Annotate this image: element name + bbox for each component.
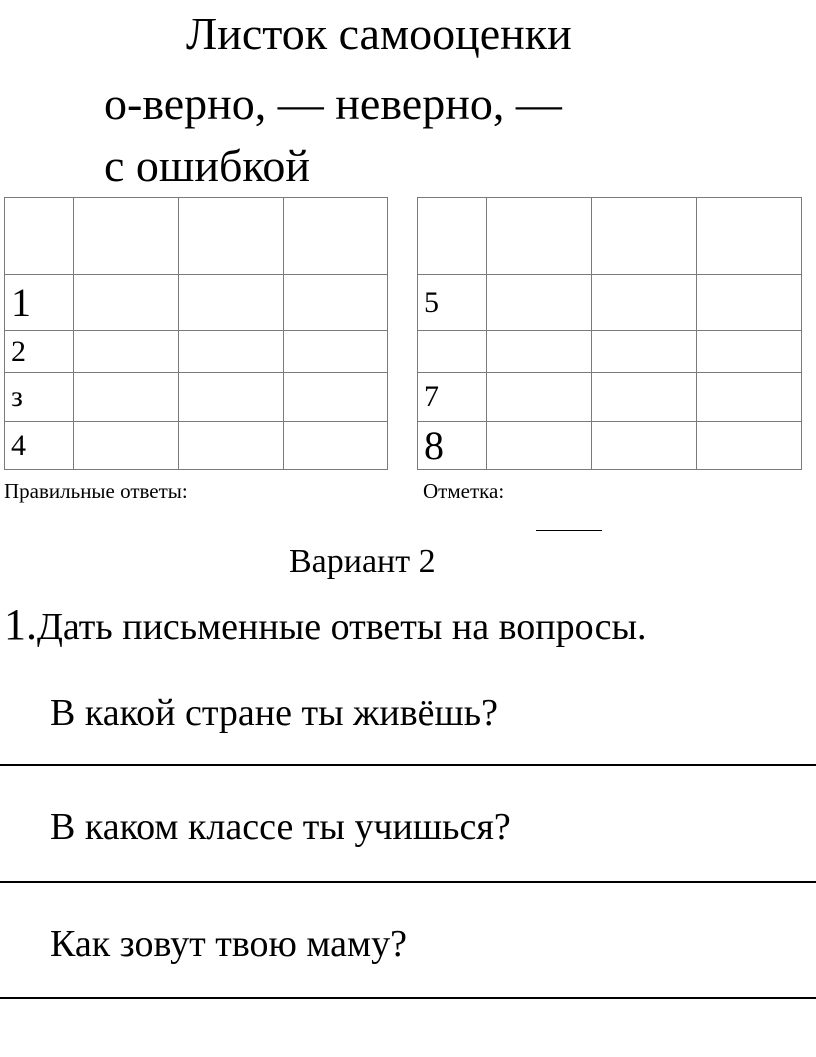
correct-answers-label: Правильные ответы: [4,479,188,503]
grid-cell [592,373,697,422]
grid-cell [284,275,388,331]
question-3: Как зовут твою маму? [50,923,407,965]
legend-line-2: с ошибкой [104,140,310,191]
grid-cell [179,422,284,470]
grid-cell [592,422,697,470]
grid-cell [179,373,284,422]
grid-cell [697,331,802,373]
self-assessment-grid-left [4,197,388,470]
row-number-cell: 8 [418,422,487,470]
grid-cell [487,422,592,470]
row-number-cell: 4 [5,422,74,470]
question-1: В какой стране ты живёшь? [50,692,498,734]
grid-cell [74,373,179,422]
row-number-cell: з [5,373,74,422]
task-number: 1. [4,600,37,649]
grid-cell [179,198,284,275]
grid-cell [697,198,802,275]
grid-cell [487,373,592,422]
row-number-cell: 5 [418,275,487,331]
page-title: Листок самооценки [186,8,572,59]
grid-cell [179,331,284,373]
grid-cell [697,373,802,422]
grid-row [418,198,802,275]
grid-cell [284,331,388,373]
grid-row [418,373,802,422]
grid-cell [487,331,592,373]
grid-row [418,275,802,331]
row-number-cell [418,198,487,275]
grid-cell [179,275,284,331]
grid-cell [74,331,179,373]
grid-row [5,422,388,470]
grid-row [418,422,802,470]
grid-cell [592,198,697,275]
task-1 [4,598,646,654]
grid-cell [74,422,179,470]
grid-cell [697,275,802,331]
grid-cell [284,373,388,422]
grid-row [5,275,388,331]
answer-line-1 [0,764,816,766]
grid-cell [487,198,592,275]
variant-heading: Вариант 2 [289,543,436,580]
legend-line-1: о-верно, — неверно, — [104,78,562,129]
grid-cell [592,331,697,373]
task-text: Дать письменные ответы на вопросы. [37,606,647,648]
self-assessment-grid-right [417,197,802,470]
question-2: В каком классе ты учишься? [50,806,511,848]
grid-row [418,331,802,373]
row-number-cell [5,198,74,275]
grid-cell [284,198,388,275]
answer-line-2 [0,881,816,883]
grid-row [5,198,388,275]
grid-cell [697,422,802,470]
grid-cell [74,198,179,275]
grid-cell [74,275,179,331]
grid-cell [284,422,388,470]
row-number-cell: 7 [418,373,487,422]
grid-row [5,331,388,373]
grid-cell [592,275,697,331]
grid-row [5,373,388,422]
mark-label: Отметка: [423,479,505,503]
grid-cell [487,275,592,331]
mark-blank-line [536,530,602,531]
row-number-cell: 2 [5,331,74,373]
row-number-cell [418,331,487,373]
answer-line-3 [0,997,816,999]
row-number-cell: 1 [5,275,74,331]
